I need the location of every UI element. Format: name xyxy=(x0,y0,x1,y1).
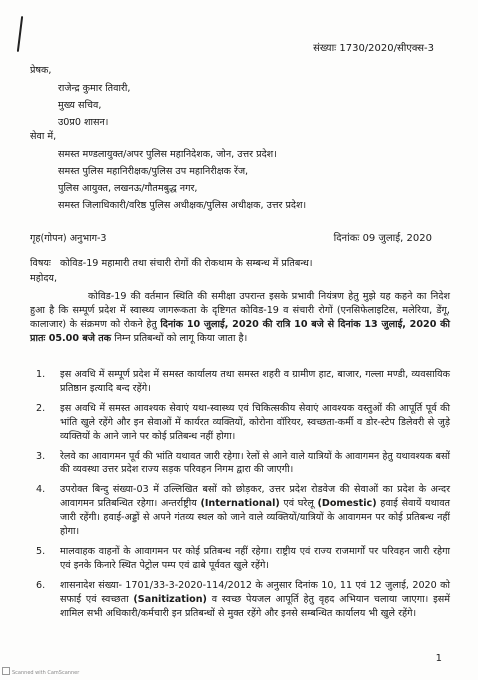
item-bold-term: (Domestic) xyxy=(317,498,377,510)
item-bold-term: (International) xyxy=(200,498,280,510)
sender-label: प्रेषक, xyxy=(30,65,52,76)
recipient-block xyxy=(30,130,306,213)
recipient-line: समस्त जिलाधिकारी/वरिष्ठ पुलिस अधीक्षक/पुलिस अधीक्षक, उत्तर प्रदेश। xyxy=(58,199,307,211)
item-text: मालवाहक वाहनों के आवागमन पर कोई प्रतिबन्ध नहीं रहेगा। राष्ट्रीय एवं राज्य राजमार्गों पर परिवहन जारी रहेगा एवं इनके किनारे स्थित पेट्रोल पम्प एवं ढाबे पूर्ववत खुले रहेंगे। xyxy=(60,545,450,571)
scanner-tag-text: Scanned with CamScanner xyxy=(12,669,80,676)
item-text: इस अवधि में समस्त आवश्यक सेवाएं यथा-स्वास्थ्य एवं चिकित्सकीय सेवाएं आवश्यक वस्तुओं की आपूर्ति पूर्व की भांति खुले रहेंगे और इन सेवाओं में कार्यरत व्यक्तियों, कोरोना वॉरियर, स्वच्छता-कर्मी व डोर-स्टेप डिलेवरी से जुड़े व्यक्तियों के आने जाने पर कोई प्रतिबन्ध नहीं होगा। xyxy=(60,402,450,442)
intro-text-end: निम्न प्रतिबन्धों को लागू किया जाता है। xyxy=(111,332,248,344)
intro-bold-period: दिनांक 10 जुलाई, 2020 की रात्रि 10 बजे से दिनांक 13 जुलाई, 2020 की प्रातः 05.00 बजे तक xyxy=(30,318,450,344)
list-item xyxy=(30,579,450,621)
item-number: 4. xyxy=(36,484,46,496)
list-item xyxy=(30,483,450,539)
item-number: 2. xyxy=(36,402,46,414)
department: गृह(गोपन) अनुभाग-3 xyxy=(30,233,107,244)
restrictions-list xyxy=(30,368,450,627)
recipient-line: पुलिस आयुक्त, लखनऊ/गौतमबुद्ध नगर, xyxy=(58,182,198,194)
item-text xyxy=(60,579,450,621)
recipient-label: सेवा में, xyxy=(30,131,57,142)
subject-text: कोविड-19 महामारी तथा संचारी रोगों की रोकथाम के सम्बन्ध में प्रतिबन्ध। xyxy=(59,258,313,269)
sender-name: राजेन्द्र कुमार तिवारी, xyxy=(58,82,131,94)
item-text-part: हवाई सेवायें यथावत जारी रहेंगी। हवाई-अड्डों से अपने गंतव्य स्थल को जाने वाले व्यक्तियों/यात्रियों के आवागमन पर कोई प्रतिबन्ध नहीं होगा। xyxy=(60,498,451,538)
item-number: 1. xyxy=(36,369,46,380)
sender-designation: मुख्य सचिव, xyxy=(58,99,102,111)
sender-block xyxy=(30,64,130,130)
item-text-part: उपरोक्त बिन्दु संख्या-03 में उल्लिखित बसों को छोड़कर, उत्तर प्रदेश रोडवेज की सेवाओं का प्रदेश के अन्दर आवागमन प्रतिबन्धित रहेगा। अन्तर्राष्ट्रीय xyxy=(60,484,450,510)
item-number: 5. xyxy=(36,545,46,557)
sender-office: उ0प्र0 शासन। xyxy=(58,116,109,128)
item-text: इस अवधि में सम्पूर्ण प्रदेश में समस्त कार्यालय तथा समस्त शहरी व ग्रामीण हाट, बाजार, गल्ला मण्डी, व्यवसायिक प्रतिष्ठान इत्यादि बन्द रहेंगे। xyxy=(60,369,450,394)
item-text-part: शासनादेश संख्या- 1701/33-3-2020-114/2012 के अनुसार दिनांक 10, 11 एवं 12 जुलाई, 2020 को सफाई एवं स्वच्छता xyxy=(60,579,450,605)
item-number: 3. xyxy=(36,450,46,462)
recipient-line: समस्त मण्डलायुक्त/अपर पुलिस महानिदेशक, जोन, उत्तर प्रदेश। xyxy=(58,148,277,160)
item-text-part: व स्वच्छ पेयजल आपूर्ति हेतु वृहद अभियान चलाया जाएगा। इसमें शामिल सभी अधिकारी/कर्मचारी इन प्रतिबन्धों से मुक्त रहेंगे और इनसे सम्बन्धित कार्यालय भी खुले रहेंगे। xyxy=(60,593,451,619)
item-text xyxy=(60,483,450,539)
intro-text: कोविड-19 की वर्तमान स्थिति की समीक्षा उपरान्त इसके प्रभावी नियंत्रण हेतु मुझे यह कहने का निदेश हुआ है कि सम्पूर्ण प्रदेश में स्वास्थ्य जागरूकता के दृष्टिगत कोविड-19 व संचारी रोगों (एनसिफेलाइटिस, मलेरिया, डेंगू, कालाजार) के संक्रमण को रोकने हेतु xyxy=(30,291,450,330)
subject-label: विषयः xyxy=(30,258,51,269)
item-text-part: एवं घरेलू xyxy=(279,498,318,510)
list-item xyxy=(30,450,450,478)
list-item xyxy=(30,402,450,444)
letter-date: दिनांकः 09 जुलाई, 2020 xyxy=(333,233,432,244)
item-number: 6. xyxy=(36,579,46,591)
subject-line xyxy=(30,257,450,271)
pen-mark xyxy=(17,16,23,52)
salutation: महोदय, xyxy=(30,273,58,284)
reference-number: संख्याः 1730/2020/सीएक्स-3 xyxy=(313,43,434,54)
scanner-watermark xyxy=(2,667,79,677)
item-text: रेलवे का आवागमन पूर्व की भांति यथावत जारी रहेगा। रेलों से आने वाले यात्रियों के आवागमन हेतु यथावश्यक बसों की व्यवस्था उत्तर प्रदेश राज्य सड़क परिवहन निगम द्वारा की जाएगी। xyxy=(60,450,450,476)
item-bold-term: (Sanitization) xyxy=(133,593,207,605)
intro-paragraph xyxy=(30,290,450,346)
page-number: 1 xyxy=(435,652,442,664)
scanner-logo-icon xyxy=(2,667,10,675)
list-item xyxy=(30,545,450,573)
recipient-line: समस्त पुलिस महानिरीक्षक/पुलिस उप महानिरीक्षक रेंज, xyxy=(58,165,249,177)
list-item xyxy=(30,368,450,396)
